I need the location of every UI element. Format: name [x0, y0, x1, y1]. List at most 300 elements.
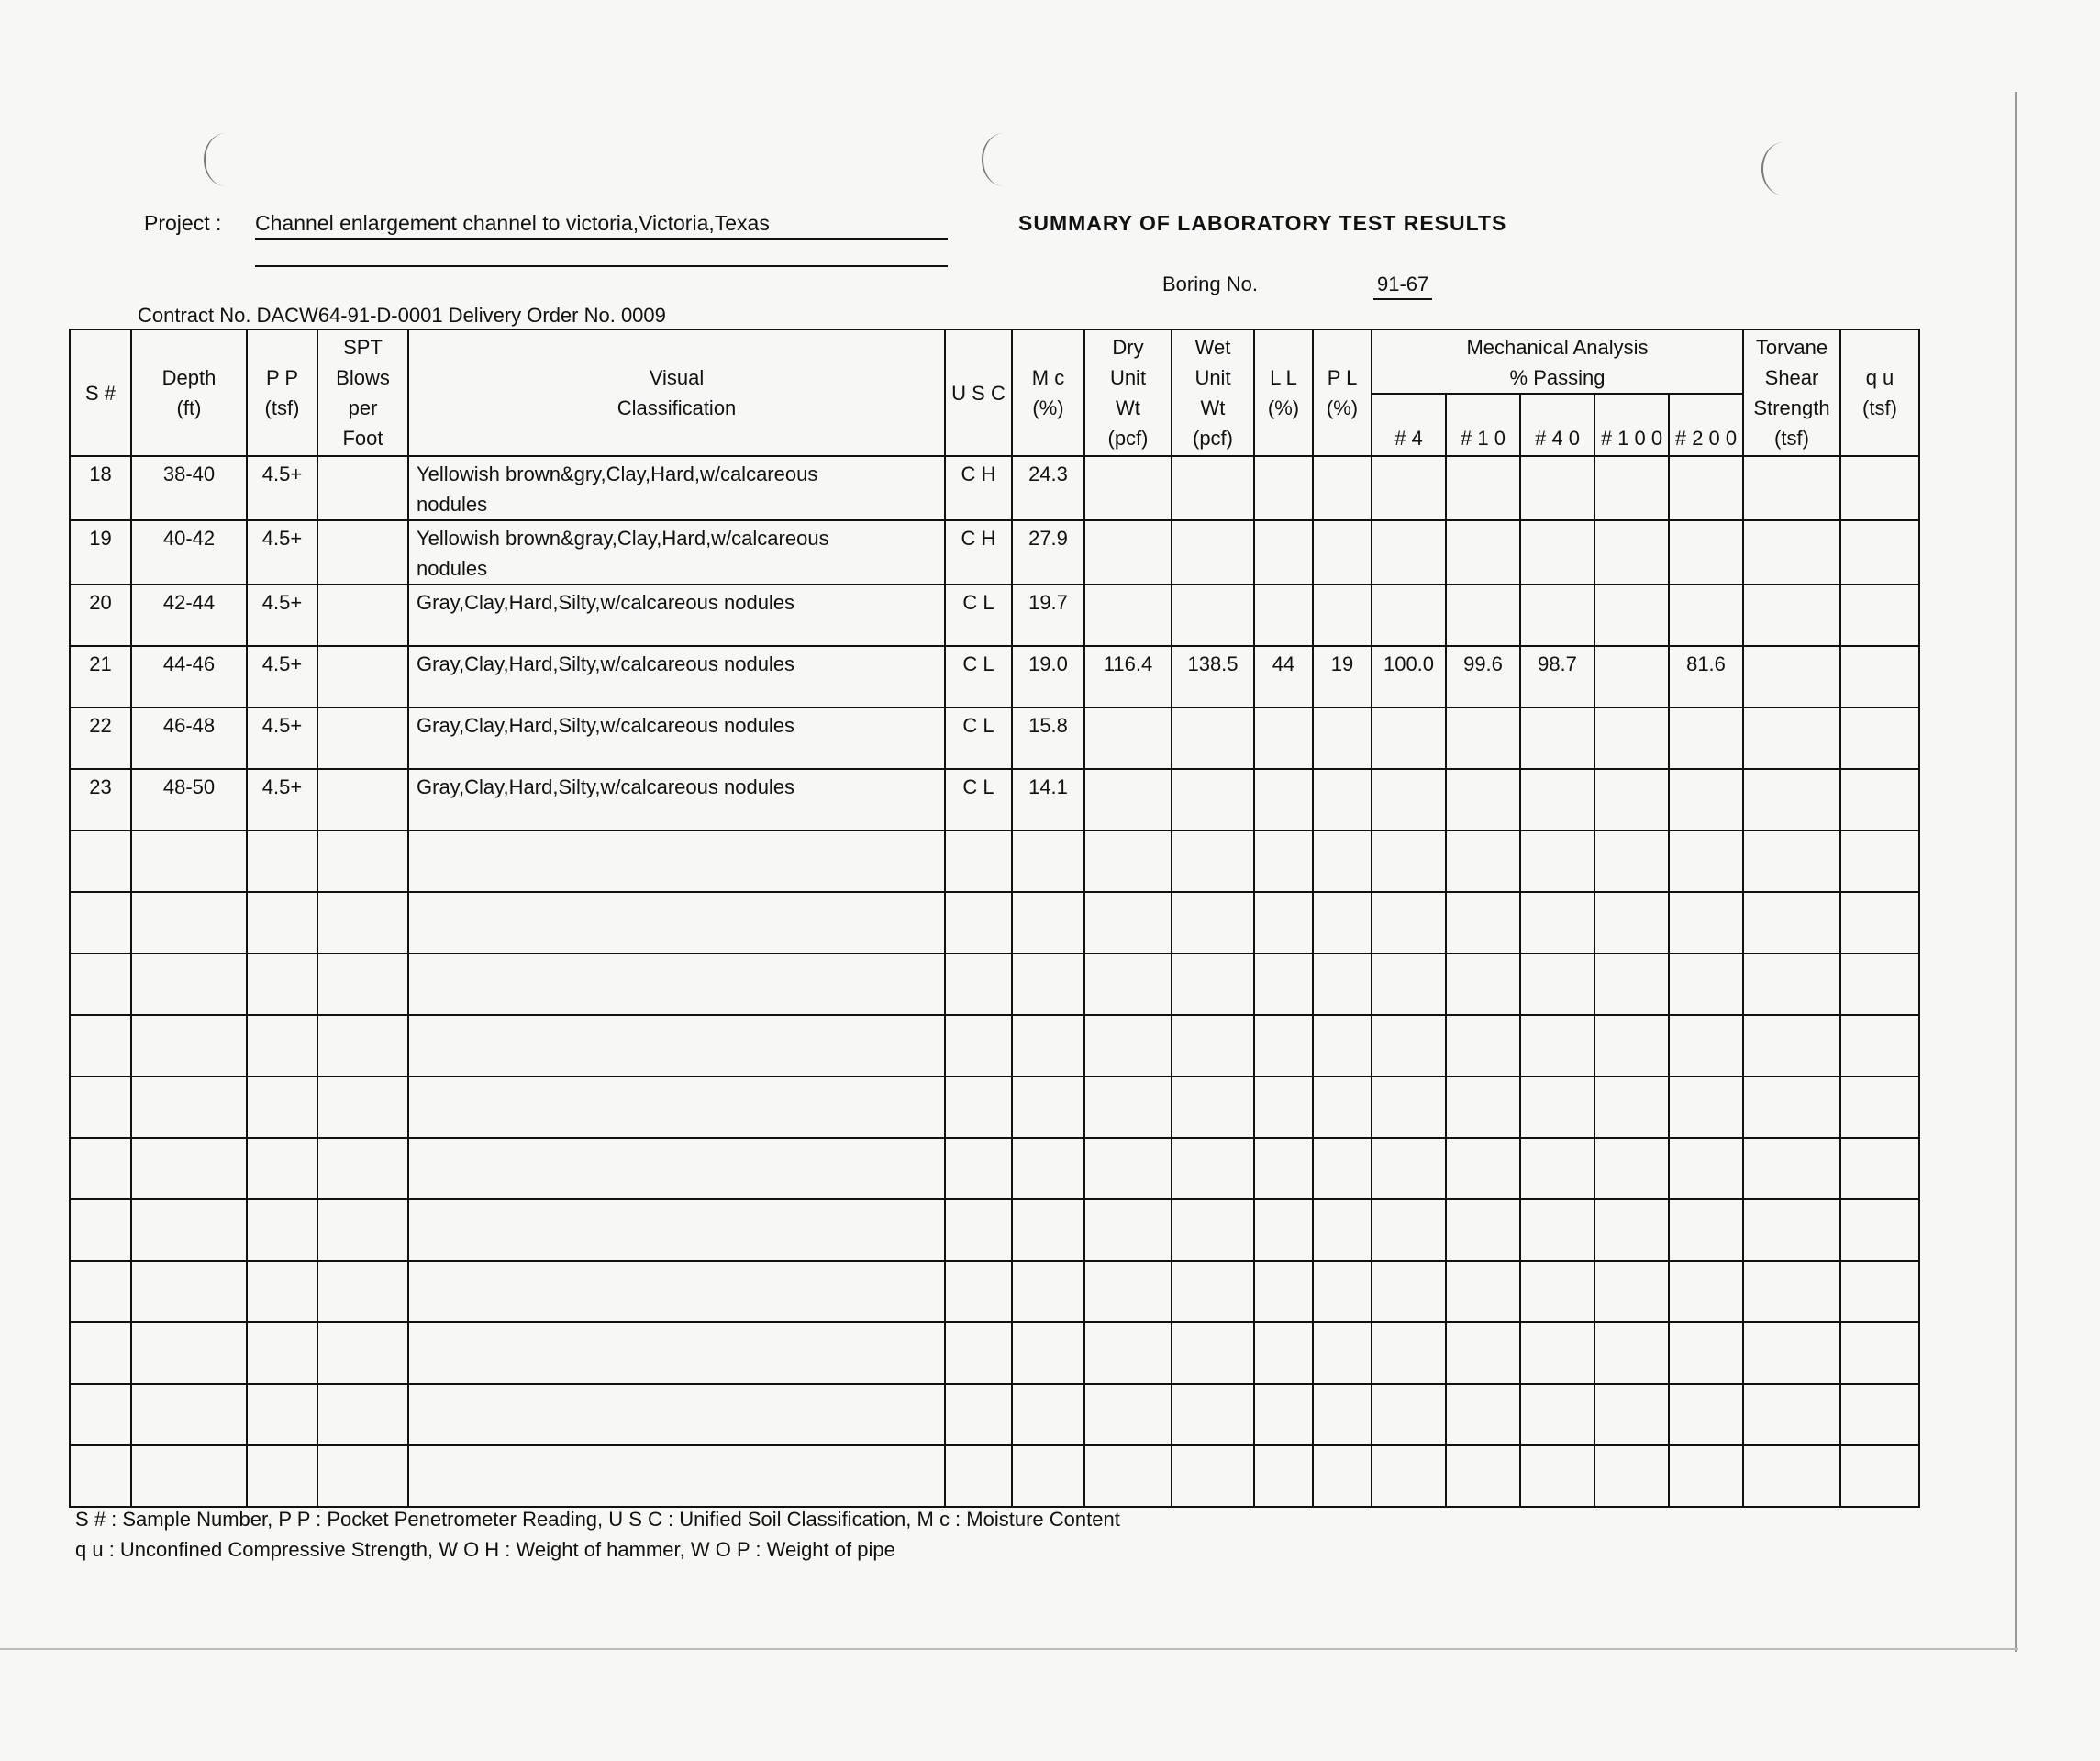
classification-line: nodules	[417, 557, 488, 580]
col-header-line: q u	[1865, 366, 1894, 389]
cell-wet	[1172, 769, 1254, 830]
cell-empty	[1520, 953, 1594, 1015]
cell-empty	[70, 892, 131, 953]
binder-hole-icon	[1761, 142, 1806, 195]
cell-empty	[70, 1199, 131, 1261]
cell-empty	[1313, 1384, 1372, 1445]
cell-s100	[1594, 708, 1669, 769]
cell-empty	[1669, 830, 1743, 892]
project-value: Channel enlargement channel to victoria,Victoria,Texas	[255, 211, 948, 240]
col-header-line: Strength	[1753, 396, 1830, 419]
cell-torvane	[1743, 456, 1840, 520]
cell-empty	[131, 1199, 247, 1261]
cell-empty	[1172, 1015, 1254, 1076]
cell-empty	[1313, 1445, 1372, 1507]
col-header-line: Blows	[336, 366, 390, 389]
contract-info: Contract No. DACW64-91-D-0001 Delivery Order No. 0009	[138, 304, 666, 327]
cell-ll	[1254, 585, 1313, 646]
cell-empty	[317, 1138, 408, 1199]
col-header-dry-unit-wt	[1084, 329, 1172, 456]
cell-s4	[1372, 708, 1446, 769]
cell-depth: 46-48	[131, 708, 247, 769]
cell-mc: 24.3	[1012, 456, 1084, 520]
cell-s200	[1669, 708, 1743, 769]
col-header-pl	[1313, 329, 1372, 456]
cell-empty	[247, 1384, 317, 1445]
cell-visual-classification	[408, 769, 945, 830]
cell-empty	[1012, 1322, 1084, 1384]
cell-empty	[1446, 1015, 1520, 1076]
cell-s40: 98.7	[1520, 646, 1594, 708]
cell-empty	[1594, 1076, 1669, 1138]
results-body	[70, 456, 1919, 1507]
cell-ll	[1254, 456, 1313, 520]
cell-empty	[1254, 1261, 1313, 1322]
cell-empty	[1084, 1076, 1172, 1138]
col-header-line: P L	[1327, 366, 1358, 389]
cell-empty	[131, 830, 247, 892]
cell-usc: C L	[945, 708, 1012, 769]
cell-s4	[1372, 520, 1446, 585]
cell-s100	[1594, 769, 1669, 830]
cell-empty	[1520, 1076, 1594, 1138]
cell-visual-classification	[408, 456, 945, 520]
cell-empty	[1372, 892, 1446, 953]
cell-empty	[1012, 1199, 1084, 1261]
cell-empty	[131, 1322, 247, 1384]
classification-line: Gray,Clay,Hard,Silty,w/calcareous nodules	[417, 652, 795, 675]
cell-empty	[1313, 1138, 1372, 1199]
classification-line: Yellowish brown&gray,Clay,Hard,w/calcareous	[417, 527, 829, 550]
cell-empty	[1669, 1076, 1743, 1138]
cell-empty	[1743, 1261, 1840, 1322]
cell-empty	[1840, 1015, 1919, 1076]
cell-s200	[1669, 520, 1743, 585]
col-header-line: L L	[1270, 366, 1297, 389]
cell-empty	[247, 1322, 317, 1384]
footnote-abbreviations-2: q u : Unconfined Compressive Strength, W O H : Weight of hammer, W O P : Weight of pipe	[75, 1538, 895, 1561]
cell-empty	[131, 1384, 247, 1445]
cell-pp: 4.5+	[247, 585, 317, 646]
cell-empty	[1840, 1445, 1919, 1507]
cell-empty	[945, 1015, 1012, 1076]
col-header-line: (%)	[1267, 396, 1300, 419]
cell-pp: 4.5+	[247, 708, 317, 769]
cell-depth: 42-44	[131, 585, 247, 646]
cell-s40	[1520, 456, 1594, 520]
cell-empty	[1594, 1199, 1669, 1261]
cell-empty	[317, 953, 408, 1015]
cell-empty	[1084, 830, 1172, 892]
cell-pl	[1313, 520, 1372, 585]
cell-ll	[1254, 708, 1313, 769]
cell-empty	[1313, 953, 1372, 1015]
cell-empty	[1254, 1445, 1313, 1507]
cell-empty	[317, 1322, 408, 1384]
cell-empty	[1594, 1445, 1669, 1507]
col-header-line: U S C	[951, 381, 1006, 405]
cell-empty	[131, 1261, 247, 1322]
cell-empty	[1594, 953, 1669, 1015]
cell-dry	[1084, 456, 1172, 520]
cell-s10	[1446, 456, 1520, 520]
cell-empty	[1372, 1015, 1446, 1076]
page-title: SUMMARY OF LABORATORY TEST RESULTS	[1018, 211, 1507, 235]
classification-line: nodules	[417, 493, 488, 516]
cell-empty	[1172, 1384, 1254, 1445]
cell-dry: 116.4	[1084, 646, 1172, 708]
cell-empty	[1313, 892, 1372, 953]
cell-empty	[1372, 1384, 1446, 1445]
cell-s100	[1594, 585, 1669, 646]
cell-usc: C L	[945, 646, 1012, 708]
cell-empty	[1084, 892, 1172, 953]
col-header-line: Wet	[1194, 336, 1231, 359]
cell-torvane	[1743, 646, 1840, 708]
cell-s: 20	[70, 585, 131, 646]
col-header-line: Shear	[1764, 366, 1819, 389]
cell-spt	[317, 708, 408, 769]
cell-visual-classification	[408, 646, 945, 708]
cell-empty	[945, 830, 1012, 892]
cell-empty	[1172, 1261, 1254, 1322]
cell-empty	[1172, 892, 1254, 953]
cell-empty	[1012, 1015, 1084, 1076]
cell-s200: 81.6	[1669, 646, 1743, 708]
cell-empty	[1446, 1322, 1520, 1384]
cell-empty	[1520, 1199, 1594, 1261]
cell-pp: 4.5+	[247, 456, 317, 520]
col-header-ll	[1254, 329, 1313, 456]
cell-empty	[1520, 1261, 1594, 1322]
cell-empty	[945, 1199, 1012, 1261]
table-row-empty	[70, 1322, 1919, 1384]
cell-empty	[945, 1261, 1012, 1322]
cell-s40	[1520, 769, 1594, 830]
cell-s40	[1520, 585, 1594, 646]
cell-torvane	[1743, 708, 1840, 769]
cell-empty	[1669, 1445, 1743, 1507]
page-edge	[2015, 92, 2017, 1652]
cell-empty	[1840, 892, 1919, 953]
cell-s200	[1669, 585, 1743, 646]
cell-empty	[317, 1261, 408, 1322]
col-header-line: SPT	[343, 336, 383, 359]
cell-empty	[1254, 953, 1313, 1015]
cell-empty	[1520, 1015, 1594, 1076]
cell-empty	[131, 1015, 247, 1076]
cell-empty	[247, 1445, 317, 1507]
boring-label: Boring No.	[1162, 273, 1258, 295]
cell-s100	[1594, 520, 1669, 585]
cell-s: 21	[70, 646, 131, 708]
cell-empty	[1084, 1138, 1172, 1199]
cell-empty	[1012, 1076, 1084, 1138]
col-header-line: M c	[1031, 366, 1065, 389]
cell-empty	[1313, 1199, 1372, 1261]
cell-spt	[317, 520, 408, 585]
cell-empty	[1012, 1138, 1084, 1199]
cell-empty	[408, 892, 945, 953]
cell-empty	[1840, 830, 1919, 892]
cell-empty	[1520, 1322, 1594, 1384]
cell-empty	[945, 1384, 1012, 1445]
table-row	[70, 708, 1919, 769]
cell-empty	[131, 1076, 247, 1138]
cell-empty	[1084, 953, 1172, 1015]
cell-mc: 19.7	[1012, 585, 1084, 646]
cell-empty	[1172, 953, 1254, 1015]
col-header-sieve-40: # 4 0	[1520, 394, 1594, 456]
cell-empty	[945, 1138, 1012, 1199]
cell-empty	[1012, 1261, 1084, 1322]
table-row	[70, 646, 1919, 708]
cell-depth: 44-46	[131, 646, 247, 708]
cell-empty	[1084, 1261, 1172, 1322]
cell-empty	[945, 1076, 1012, 1138]
cell-ll	[1254, 520, 1313, 585]
cell-empty	[1520, 892, 1594, 953]
cell-depth: 48-50	[131, 769, 247, 830]
cell-empty	[1669, 1015, 1743, 1076]
col-header-line: (tsf)	[264, 396, 300, 419]
col-header-line: (pcf)	[1107, 427, 1149, 450]
cell-visual-classification	[408, 520, 945, 585]
project-label: Project :	[144, 211, 222, 235]
cell-empty	[1372, 1261, 1446, 1322]
cell-empty	[1012, 953, 1084, 1015]
col-header-line: (pcf)	[1193, 427, 1233, 450]
cell-empty	[945, 1322, 1012, 1384]
cell-depth: 38-40	[131, 456, 247, 520]
cell-empty	[408, 1322, 945, 1384]
cell-empty	[131, 892, 247, 953]
cell-usc: C H	[945, 456, 1012, 520]
binder-hole-icon	[982, 133, 1026, 186]
cell-empty	[247, 1138, 317, 1199]
footnote-abbreviations: S # : Sample Number, P P : Pocket Penetrometer Reading, U S C : Unified Soil Classification, M c : Moisture Content	[75, 1508, 1120, 1531]
cell-pp: 4.5+	[247, 646, 317, 708]
cell-empty	[1172, 830, 1254, 892]
cell-s4	[1372, 585, 1446, 646]
cell-empty	[1446, 830, 1520, 892]
cell-s: 19	[70, 520, 131, 585]
cell-empty	[1743, 1199, 1840, 1261]
cell-empty	[1084, 1322, 1172, 1384]
cell-empty	[1172, 1076, 1254, 1138]
col-header-line: (%)	[1032, 396, 1064, 419]
classification-line: Gray,Clay,Hard,Silty,w/calcareous nodules	[417, 591, 795, 614]
cell-empty	[317, 892, 408, 953]
cell-empty	[408, 1384, 945, 1445]
cell-spt	[317, 646, 408, 708]
table-row-empty	[70, 1445, 1919, 1507]
cell-s10	[1446, 769, 1520, 830]
cell-empty	[1254, 1199, 1313, 1261]
cell-empty	[1743, 1076, 1840, 1138]
cell-empty	[70, 830, 131, 892]
cell-empty	[1669, 1322, 1743, 1384]
classification-line: Yellowish brown&gry,Clay,Hard,w/calcareous	[417, 463, 818, 485]
results-table	[69, 329, 1920, 1508]
table-row-empty	[70, 1261, 1919, 1322]
cell-empty	[1840, 1261, 1919, 1322]
cell-empty	[1313, 1261, 1372, 1322]
cell-dry	[1084, 769, 1172, 830]
cell-s100	[1594, 646, 1669, 708]
cell-pl	[1313, 585, 1372, 646]
cell-empty	[317, 1015, 408, 1076]
cell-qu	[1840, 585, 1919, 646]
cell-empty	[317, 830, 408, 892]
table-row-empty	[70, 1199, 1919, 1261]
cell-empty	[247, 830, 317, 892]
cell-wet	[1172, 708, 1254, 769]
cell-empty	[317, 1076, 408, 1138]
cell-empty	[1743, 1445, 1840, 1507]
col-header-line: Torvane	[1755, 336, 1828, 359]
cell-empty	[1446, 1384, 1520, 1445]
cell-empty	[1254, 1322, 1313, 1384]
cell-pp: 4.5+	[247, 769, 317, 830]
cell-empty	[247, 1199, 317, 1261]
col-header-line: Unit	[1109, 366, 1147, 389]
cell-visual-classification	[408, 708, 945, 769]
cell-empty	[1446, 1199, 1520, 1261]
cell-empty	[1313, 1015, 1372, 1076]
cell-pl	[1313, 456, 1372, 520]
cell-empty	[1313, 1076, 1372, 1138]
cell-empty	[1743, 1322, 1840, 1384]
cell-wet: 138.5	[1172, 646, 1254, 708]
cell-empty	[247, 1261, 317, 1322]
col-header-mc	[1012, 329, 1084, 456]
col-header-line: (tsf)	[1774, 427, 1809, 450]
cell-usc: C L	[945, 585, 1012, 646]
cell-empty	[70, 1015, 131, 1076]
cell-visual-classification	[408, 585, 945, 646]
cell-empty	[408, 1199, 945, 1261]
cell-torvane	[1743, 769, 1840, 830]
classification-line: Gray,Clay,Hard,Silty,w/calcareous nodules	[417, 775, 795, 798]
cell-empty	[408, 1445, 945, 1507]
cell-s200	[1669, 456, 1743, 520]
cell-empty	[1372, 1199, 1446, 1261]
cell-pl	[1313, 769, 1372, 830]
cell-empty	[1743, 1015, 1840, 1076]
table-row-empty	[70, 1138, 1919, 1199]
cell-s4	[1372, 769, 1446, 830]
col-header-usc	[945, 329, 1012, 456]
cell-empty	[1446, 892, 1520, 953]
cell-empty	[945, 892, 1012, 953]
cell-s10: 99.6	[1446, 646, 1520, 708]
cell-empty	[1446, 1076, 1520, 1138]
cell-empty	[70, 1261, 131, 1322]
cell-empty	[1172, 1199, 1254, 1261]
col-header-sieve-4: # 4	[1372, 394, 1446, 456]
binder-hole-icon	[204, 133, 248, 186]
cell-ll	[1254, 769, 1313, 830]
col-header-mechanical-analysis	[1372, 329, 1743, 394]
col-header-line: per	[348, 396, 378, 419]
cell-empty	[247, 953, 317, 1015]
cell-empty	[1012, 830, 1084, 892]
cell-empty	[1594, 830, 1669, 892]
col-header-wet-unit-wt	[1172, 329, 1254, 456]
cell-empty	[1669, 1199, 1743, 1261]
cell-s: 22	[70, 708, 131, 769]
col-header-line: Dry	[1112, 336, 1144, 359]
col-header-sieve-10: # 1 0	[1446, 394, 1520, 456]
project-second-line	[255, 265, 948, 267]
cell-empty	[1012, 892, 1084, 953]
cell-spt	[317, 456, 408, 520]
cell-empty	[408, 953, 945, 1015]
cell-empty	[1313, 1322, 1372, 1384]
cell-spt	[317, 769, 408, 830]
table-row-empty	[70, 892, 1919, 953]
cell-empty	[408, 1015, 945, 1076]
page-bottom-edge	[0, 1648, 2018, 1650]
cell-pp: 4.5+	[247, 520, 317, 585]
cell-empty	[1594, 1261, 1669, 1322]
cell-torvane	[1743, 520, 1840, 585]
cell-empty	[1254, 892, 1313, 953]
cell-empty	[70, 1384, 131, 1445]
table-row-empty	[70, 1384, 1919, 1445]
cell-qu	[1840, 646, 1919, 708]
col-header-pp	[247, 329, 317, 456]
col-header-sieve-100: # 1 0 0	[1594, 394, 1669, 456]
cell-empty	[1372, 1322, 1446, 1384]
cell-empty	[1313, 830, 1372, 892]
cell-empty	[1254, 1076, 1313, 1138]
cell-empty	[1446, 953, 1520, 1015]
cell-wet	[1172, 520, 1254, 585]
cell-empty	[1254, 1138, 1313, 1199]
cell-empty	[70, 1076, 131, 1138]
col-header-line: P P	[265, 366, 299, 389]
cell-empty	[1084, 1015, 1172, 1076]
cell-pl	[1313, 708, 1372, 769]
cell-mc: 14.1	[1012, 769, 1084, 830]
table-row	[70, 456, 1919, 520]
cell-mc: 27.9	[1012, 520, 1084, 585]
cell-empty	[408, 1261, 945, 1322]
col-header-line: Wt	[1200, 396, 1226, 419]
cell-dry	[1084, 708, 1172, 769]
cell-empty	[1446, 1261, 1520, 1322]
boring-value: 91-67	[1373, 273, 1432, 300]
col-header-line: Visual	[649, 366, 705, 389]
cell-empty	[1520, 1384, 1594, 1445]
table-row-empty	[70, 953, 1919, 1015]
col-header-line: Unit	[1194, 366, 1231, 389]
cell-depth: 40-42	[131, 520, 247, 585]
cell-empty	[1254, 830, 1313, 892]
cell-empty	[1372, 1076, 1446, 1138]
cell-empty	[1840, 953, 1919, 1015]
cell-wet	[1172, 456, 1254, 520]
cell-empty	[70, 953, 131, 1015]
cell-empty	[1446, 1138, 1520, 1199]
cell-s100	[1594, 456, 1669, 520]
cell-usc: C L	[945, 769, 1012, 830]
cell-empty	[1254, 1384, 1313, 1445]
cell-mc: 19.0	[1012, 646, 1084, 708]
table-row	[70, 769, 1919, 830]
